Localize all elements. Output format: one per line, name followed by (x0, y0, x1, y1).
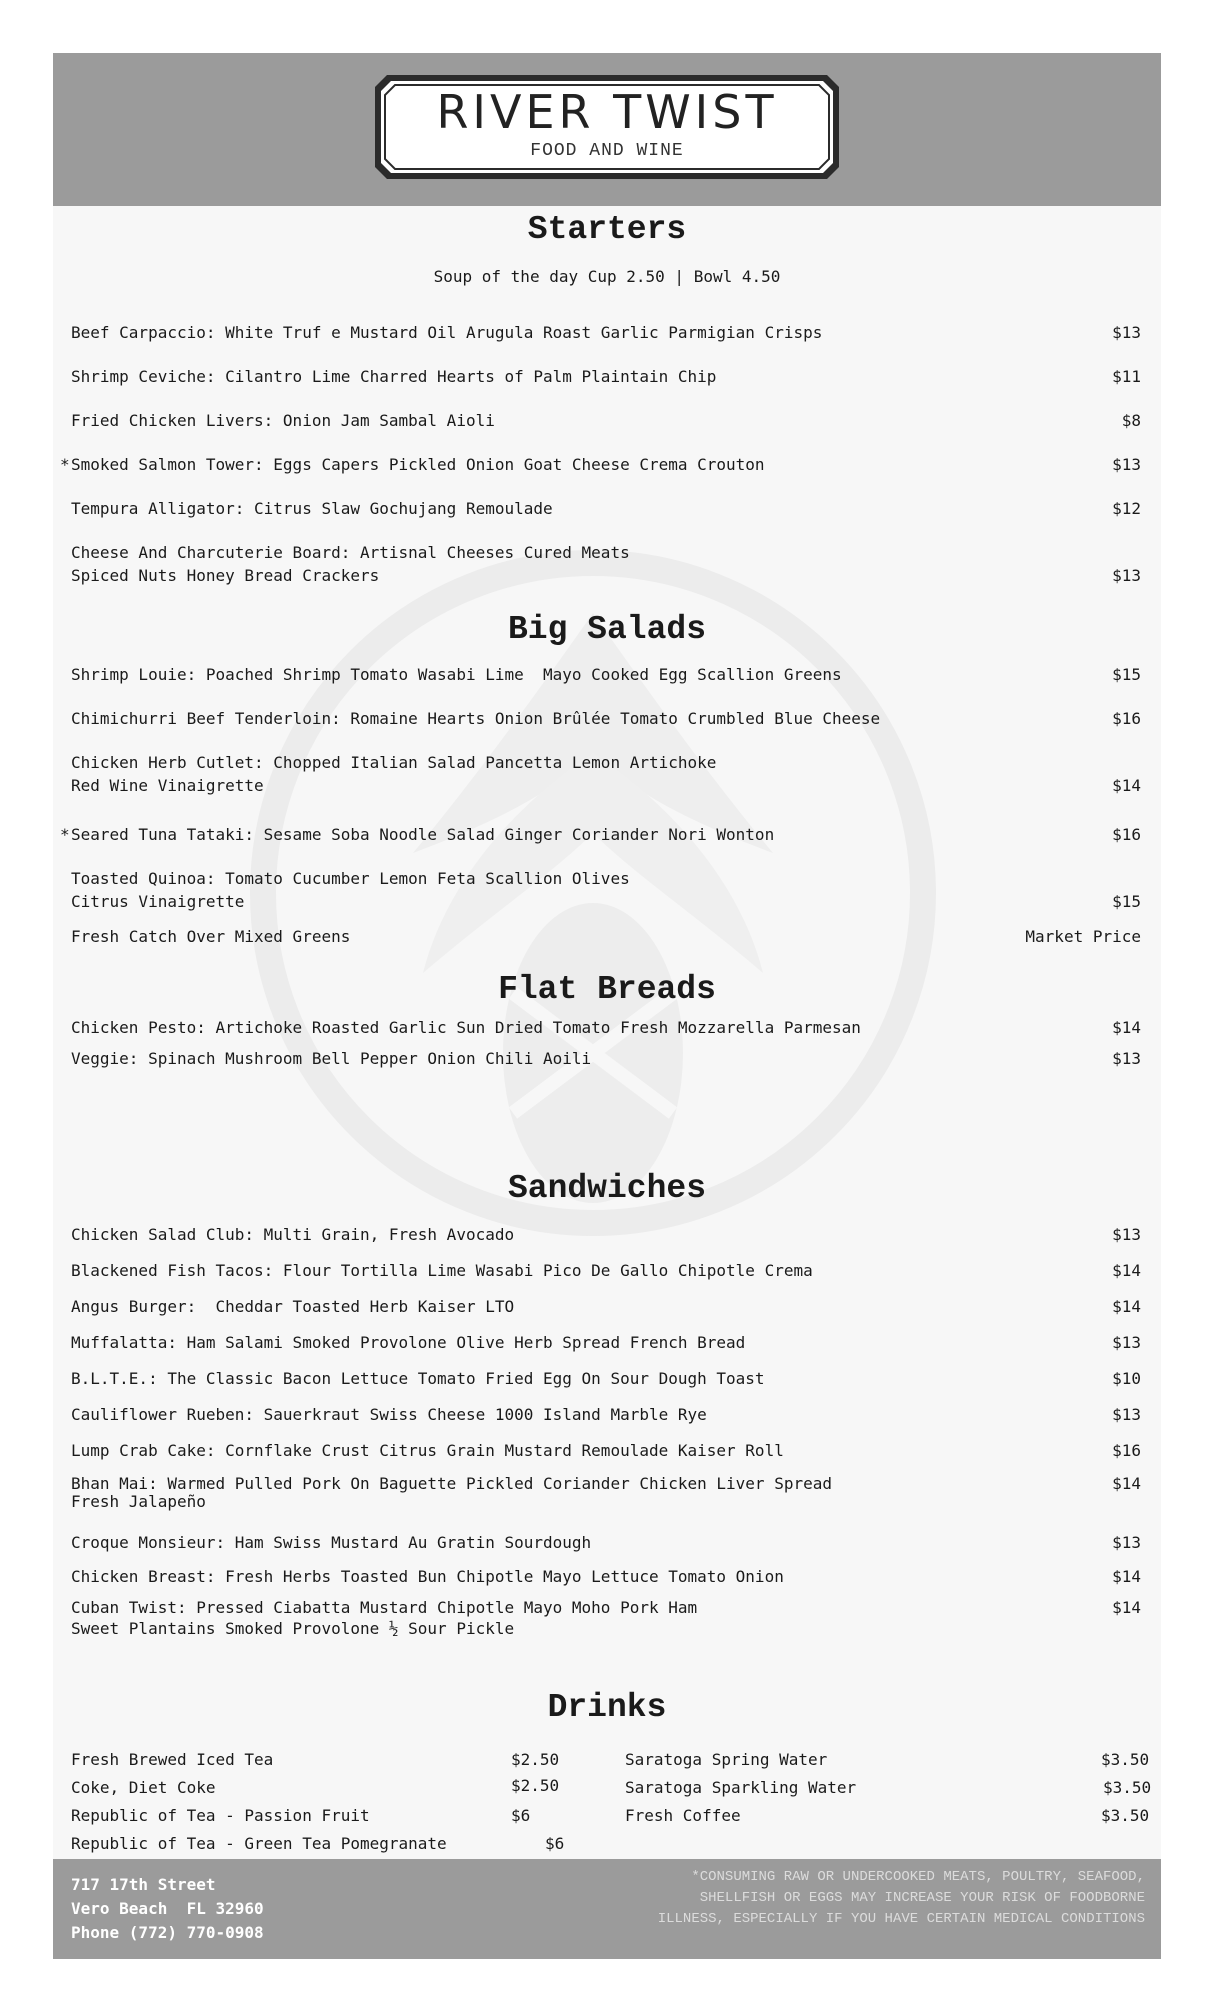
menu-item (71, 1259, 1141, 1282)
menu-item (71, 1475, 1141, 1511)
drink-price: $3.50 (1103, 1778, 1152, 1797)
menu-item (71, 1331, 1141, 1354)
item-name-line2: Spiced Nuts Honey Bread Crackers (71, 566, 380, 585)
item-name: Croque Monsieur: Ham Swiss Mustard Au Gratin Sourdough (71, 1533, 592, 1552)
brand-name: RIVER TWIST (436, 85, 778, 139)
menu-item (71, 1367, 1141, 1390)
menu-item (71, 867, 1141, 913)
item-price: $16 (1112, 1441, 1141, 1460)
item-name: Chicken Pesto: Artichoke Roasted Garlic Sun Dried Tomato Fresh Mozzarella Parmesan (71, 1018, 861, 1037)
item-price: $15 (1112, 665, 1141, 684)
menu-item (71, 1565, 1141, 1588)
item-price: $15 (1112, 892, 1141, 911)
section-title-salads: Big Salads (507, 611, 707, 648)
item-name: Beef Carpaccio: White Truf e Mustard Oil Arugula Roast Garlic Parmigian Crisps (71, 323, 823, 342)
item-name: Lump Crab Cake: Cornflake Crust Citrus Grain Mustard Remoulade Kaiser Roll (71, 1441, 784, 1460)
drink-name: Republic of Tea - Passion Fruit (71, 1806, 370, 1825)
phone-number: Phone (772) 770-0908 (71, 1923, 264, 1942)
menu-item (71, 663, 1141, 686)
section-title-starters: Starters (527, 211, 687, 248)
item-name-line2: Sweet Plantains Smoked Provolone ½ Sour Pickle (71, 1619, 515, 1638)
drink-name: Fresh Brewed Iced Tea (71, 1750, 274, 1769)
item-name: Chicken Breast: Fresh Herbs Toasted Bun Chipotle Mayo Lettuce Tomato Onion (71, 1567, 784, 1586)
item-price: $12 (1112, 499, 1141, 518)
raw-item-mark: * (60, 455, 70, 474)
item-price: $10 (1112, 1369, 1141, 1388)
item-name-line2: Fresh Jalapeño (71, 1492, 206, 1511)
item-name: Muffalatta: Ham Salami Smoked Provolone Olive Herb Spread French Bread (71, 1333, 746, 1352)
item-name-line2: Red Wine Vinaigrette (71, 776, 264, 795)
item-name: Bhan Mai: Warmed Pulled Pork On Baguette Pickled Coriander Chicken Liver Spread (71, 1474, 832, 1493)
menu-item (71, 1439, 1141, 1462)
item-name: Chicken Salad Club: Multi Grain, Fresh Avocado (71, 1225, 515, 1244)
item-price: $16 (1112, 709, 1141, 728)
item-name: Tempura Alligator: Citrus Slaw Gochujang Remoulade (71, 499, 553, 518)
drink-name: Saratoga Sparkling Water (625, 1778, 857, 1797)
section-title-flatbreads: Flat Breads (498, 971, 716, 1008)
logo (373, 73, 841, 181)
item-price: $13 (1112, 323, 1141, 342)
menu-item (71, 365, 1141, 388)
menu-item (71, 1597, 1141, 1639)
drink-name: Saratoga Spring Water (625, 1750, 828, 1769)
section-title-sandwiches: Sandwiches (507, 1170, 707, 1207)
item-name: Shrimp Ceviche: Cilantro Lime Charred Hearts of Palm Plaintain Chip (71, 367, 717, 386)
menu-item (60, 823, 1141, 846)
item-name: Toasted Quinoa: Tomato Cucumber Lemon Feta Scallion Olives (71, 869, 630, 888)
street-address: 717 17th Street (71, 1875, 216, 1894)
drink-price: $3.50 (1101, 1806, 1150, 1825)
item-price: Market Price (1025, 927, 1141, 946)
drink-name: Coke, Diet Coke (71, 1778, 216, 1797)
menu-item (71, 707, 1141, 730)
item-price: $8 (1121, 411, 1141, 430)
item-price: $13 (1112, 1333, 1141, 1352)
item-name: Shrimp Louie: Poached Shrimp Tomato Wasabi Lime Mayo Cooked Egg Scallion Greens (71, 665, 842, 684)
item-name: Blackened Fish Tacos: Flour Tortilla Lime Wasabi Pico De Gallo Chipotle Crema (71, 1261, 813, 1280)
drink-name: Republic of Tea - Green Tea Pomegranate (71, 1834, 447, 1853)
item-price: $14 (1112, 776, 1141, 795)
item-price: $14 (1112, 1018, 1141, 1037)
item-price: $11 (1112, 367, 1141, 386)
item-price: $14 (1112, 1474, 1141, 1493)
item-price: $13 (1112, 1533, 1141, 1552)
menu-item (71, 925, 1141, 948)
menu-item (71, 321, 1141, 344)
drink-price: $2.50 (511, 1776, 560, 1795)
item-price: $14 (1112, 1567, 1141, 1586)
menu-item (71, 1531, 1141, 1554)
item-price: $13 (1112, 455, 1141, 474)
item-price: $14 (1112, 1598, 1141, 1617)
item-name: Fresh Catch Over Mixed Greens (71, 927, 351, 946)
drink-price: $6 (545, 1834, 565, 1853)
item-name: Veggie: Spinach Mushroom Bell Pepper Onion Chili Aoili (71, 1049, 592, 1068)
item-name-line2: Citrus Vinaigrette (71, 892, 245, 911)
menu-item (71, 1295, 1141, 1318)
menu-page (53, 53, 1161, 1959)
menu-item (71, 1223, 1141, 1246)
item-price: $16 (1112, 825, 1141, 844)
menu-item (71, 497, 1141, 520)
menu-item (71, 1016, 1141, 1039)
raw-item-mark: * (60, 825, 70, 844)
item-name: Fried Chicken Livers: Onion Jam Sambal Aioli (71, 411, 495, 430)
menu-item (71, 751, 1141, 797)
item-name: Cauliflower Rueben: Sauerkraut Swiss Cheese 1000 Island Marble Rye (71, 1405, 707, 1424)
menu-item (71, 1047, 1141, 1070)
soup-note: Soup of the day Cup 2.50 | Bowl 4.50 (433, 267, 781, 286)
raw-food-disclaimer: *CONSUMING RAW OR UNDERCOOKED MEATS, POULTRY, SEAFOOD, SHELLFISH OR EGGS MAY INCREASE YOUR RISK OF FOODBORNE ILLNESS, ESPECIALLY IF YOU HAVE CERTAIN MEDICAL CONDITIONS (657, 1869, 1145, 1927)
menu-item (71, 409, 1141, 432)
header-band (53, 53, 1161, 206)
item-price: $13 (1112, 1049, 1141, 1068)
city-state-zip: Vero Beach FL 32960 (71, 1899, 264, 1918)
item-name: Smoked Salmon Tower: Eggs Capers Pickled Onion Goat Cheese Crema Crouton (71, 455, 765, 474)
address-block (71, 1873, 264, 1945)
footer-band (53, 1859, 1161, 1959)
item-name: B.L.T.E.: The Classic Bacon Lettuce Tomato Fried Egg On Sour Dough Toast (71, 1369, 765, 1388)
item-name: Seared Tuna Tataki: Sesame Soba Noodle Salad Ginger Coriander Nori Wonton (71, 825, 775, 844)
section-title-drinks: Drinks (547, 1689, 667, 1726)
item-price: $14 (1112, 1261, 1141, 1280)
item-price: $13 (1112, 1225, 1141, 1244)
item-price: $13 (1112, 1405, 1141, 1424)
item-price: $14 (1112, 1297, 1141, 1316)
menu-item (71, 1403, 1141, 1426)
item-name: Chimichurri Beef Tenderloin: Romaine Hearts Onion Brûlée Tomato Crumbled Blue Cheese (71, 709, 881, 728)
item-name: Cuban Twist: Pressed Ciabatta Mustard Chipotle Mayo Moho Pork Ham (71, 1598, 698, 1617)
drink-name: Fresh Coffee (625, 1806, 741, 1825)
drink-price: $2.50 (511, 1750, 560, 1769)
menu-item (71, 541, 1141, 587)
item-name: Cheese And Charcuterie Board: Artisnal Cheeses Cured Meats (71, 543, 630, 562)
menu-item (60, 453, 1141, 476)
item-price: $13 (1112, 566, 1141, 585)
item-name: Chicken Herb Cutlet: Chopped Italian Salad Pancetta Lemon Artichoke (71, 753, 717, 772)
item-name: Angus Burger: Cheddar Toasted Herb Kaiser LTO (71, 1297, 515, 1316)
brand-tagline: FOOD AND WINE (530, 141, 684, 161)
drink-price: $6 (511, 1806, 531, 1825)
drink-price: $3.50 (1101, 1750, 1150, 1769)
